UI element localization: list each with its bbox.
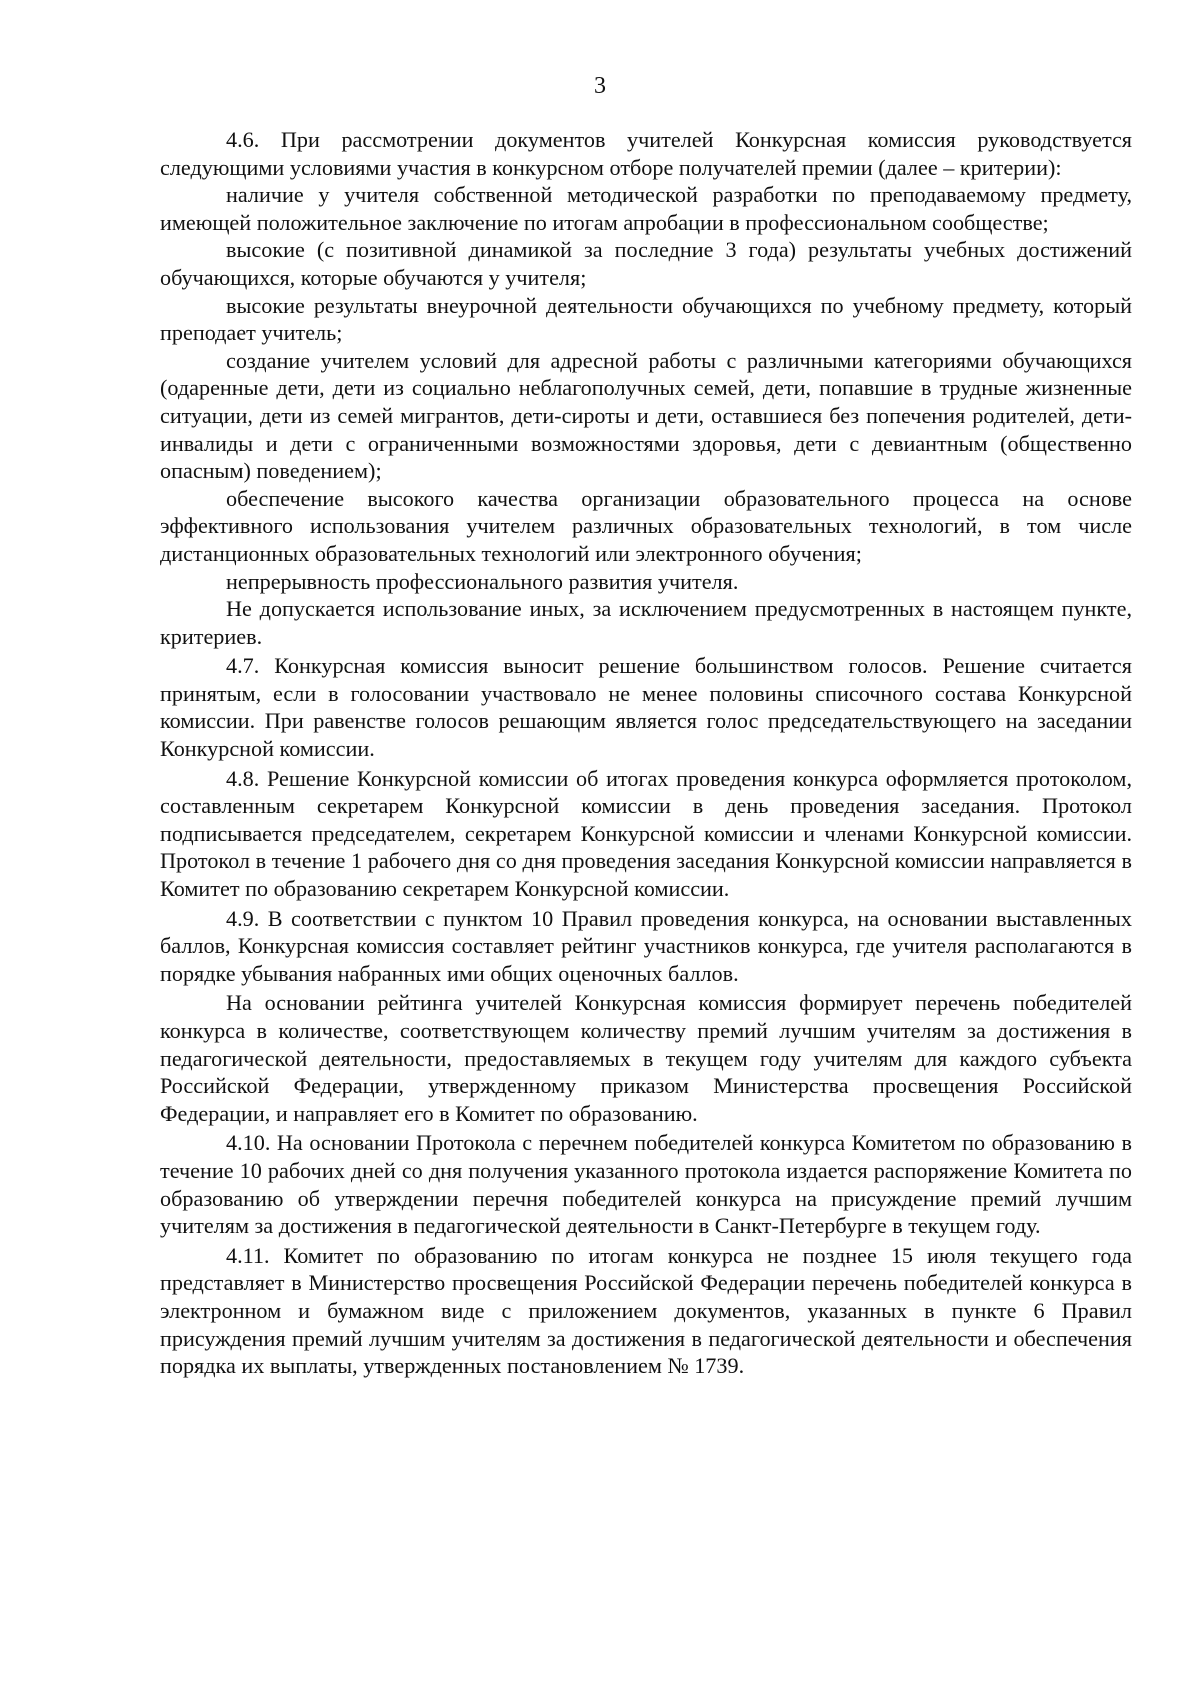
criterion-methodical-development: наличие у учителя собственной методической разработки по преподаваемому предмету, имеющей положительное заключение по итогам апробации в профессиональном сообществе; [160,182,1132,235]
paragraph-4-7: 4.7. Конкурсная комиссия выносит решение большинством голосов. Решение считается принятым, если в голосовании участвовало не менее половины списочного состава Конкурсной комиссии. При равенстве голосов решающим является голос председательствующего на заседании Конкурсной комиссии. [160,653,1132,762]
paragraph-4-6: 4.6. При рассмотрении документов учителей Конкурсная комиссия руководствуется следующими условиями участия в конкурсном отборе получателей премии (далее – критерии): [160,127,1132,180]
criterion-extracurricular-results: высокие результаты внеурочной деятельности обучающихся по учебному предмету, который преподает учитель; [160,292,1132,346]
criterion-educational-process-quality: обеспечение высокого качества организации образовательного процесса на основе эффективного использования учителем различных образовательных технологий, в том числе дистанционных образовательных технологий или электронного обучения; [160,485,1132,566]
criteria-restriction: Не допускается использование иных, за исключением предусмотренных в настоящем пункте, критериев. [160,596,1132,649]
paragraph-winners-list: На основании рейтинга учителей Конкурсная комиссия формирует перечень победителей конкурса в количестве, соответствующем количеству премий лучшим учителям за достижения в педагогической деятельности, предоставляемых в текущем году учителям для каждого субъекта Российской Федерации, утвержденному приказом Министерства просвещения Российской Федерации, и направляет его в Комитет по образованию. [160,990,1132,1126]
criterion-academic-results: высокие (с позитивной динамикой за последние 3 года) результаты учебных достижений обучающихся, которые обучаются у учителя; [160,237,1132,290]
document-body [160,126,1132,1380]
paragraph-4-8: 4.8. Решение Конкурсной комиссии об итогах проведения конкурса оформляется протоколом, составленным секретарем Конкурсной комиссии в день проведения заседания. Протокол подписывается председателем, секретарем Конкурсной комиссии и членами Конкурсной комиссии. Протокол в течение 1 рабочего дня со дня проведения заседания Конкурсной комиссии направляется в Комитет по образованию секретарем Конкурсной комиссии. [160,765,1132,902]
page-number: 3 [594,73,606,99]
paragraph-4-11: 4.11. Комитет по образованию по итогам конкурса не позднее 15 июля текущего года представляет в Министерство просвещения Российской Федерации перечень победителей конкурса в электронном и бумажном виде с приложением документов, указанных в пункте 6 Правил присуждения премий лучшим учителям за достижения в педагогической деятельности и обеспечения порядка их выплаты, утвержденных постановлением № 1739. [160,1242,1132,1379]
criterion-professional-development: непрерывность профессионального развития учителя. [226,568,739,594]
paragraph-4-9: 4.9. В соответствии с пунктом 10 Правил проведения конкурса, на основании выставленных баллов, Конкурсная комиссия составляет рейтинг участников конкурса, где учителя располагаются в порядке убывания набранных ими общих оценочных баллов. [160,905,1132,986]
criterion-targeted-work: создание учителем условий для адресной работы с различными категориями обучающихся (одаренные дети, дети из социально неблагополучных семей, дети, попавшие в трудные жизненные ситуации, дети из семей мигрантов, дети-сироты и дети, оставшиеся без попечения родителей, дети-инвалиды и дети с ограниченными возможностями здоровья, дети с девиантным (общественно опасным) поведением); [160,347,1132,484]
paragraph-4-10: 4.10. На основании Протокола с перечнем победителей конкурса Комитетом по образованию в течение 10 рабочих дней со дня получения указанного протокола издается распоряжение Комитета по образованию об утверждении перечня победителей конкурса на присуждение премий лучшим учителям за достижения в педагогической деятельности в Санкт-Петербурге в текущем году. [160,1130,1132,1239]
